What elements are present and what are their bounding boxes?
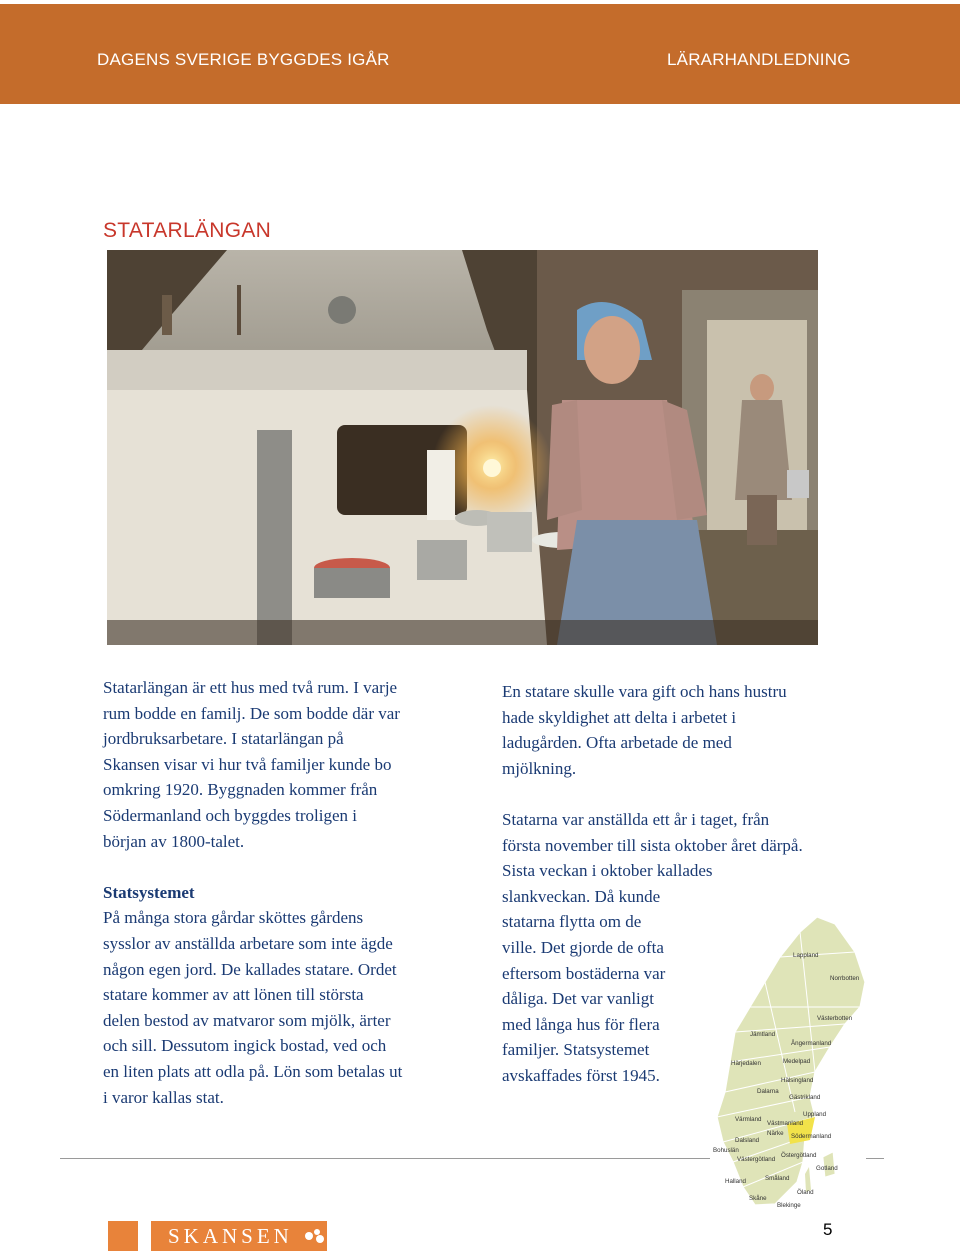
map-label: Bohuslän bbox=[713, 1147, 739, 1154]
map-label: Härjedalen bbox=[731, 1060, 761, 1067]
header-title-right: LÄRARHANDLEDNING bbox=[667, 50, 851, 69]
body-line: och sill. Dessutom ingick bostad, ved och bbox=[103, 1036, 387, 1056]
intro-line: Skansen visar vi hur två familjer kunde bo bbox=[103, 754, 392, 774]
body-line: ville. Det gjorde de ofta bbox=[502, 937, 664, 957]
body-line: statare kommer av att lönen till största bbox=[103, 985, 364, 1005]
map-label: Jämtland bbox=[750, 1031, 776, 1038]
map-label: Hälsingland bbox=[781, 1077, 814, 1084]
logo-mark-icon bbox=[303, 1226, 327, 1246]
map-label: Småland bbox=[765, 1175, 790, 1182]
map-label: Ångermanland bbox=[791, 1040, 832, 1047]
footer-square bbox=[108, 1221, 138, 1251]
body-line: i varor kallas stat. bbox=[103, 1087, 224, 1107]
body-line: sysslor av anställda arbetare som inte ägde bbox=[103, 933, 393, 953]
body-line: hade skyldighet att delta i arbetet i bbox=[502, 707, 737, 727]
map-label: Södermanland bbox=[791, 1133, 832, 1140]
map-label: Närke bbox=[767, 1130, 784, 1137]
intro-line: Statarlängan är ett hus med två rum. I varje bbox=[103, 678, 398, 697]
map-label: Östergötland bbox=[781, 1152, 817, 1159]
map-label: Dalsland bbox=[735, 1137, 760, 1144]
map-label: Skåne bbox=[749, 1195, 767, 1202]
header-bar bbox=[0, 4, 960, 104]
intro-line: början av 1800-talet. bbox=[103, 831, 245, 851]
body-line: Sista veckan i oktober kallades bbox=[502, 861, 713, 881]
divider bbox=[866, 1158, 884, 1159]
page-title: STATARLÄNGAN bbox=[103, 219, 272, 242]
body-line: ladugården. Ofta arbetade de med bbox=[502, 733, 732, 753]
skansen-logo-text: SKANSEN bbox=[168, 1223, 293, 1248]
body-line: dåliga. Det var vanligt bbox=[502, 989, 655, 1009]
body-line: På många stora gårdar sköttes gårdens bbox=[103, 908, 364, 928]
intro-line: Södermanland och byggdes troligen i bbox=[103, 805, 358, 825]
map-label: Värmland bbox=[735, 1116, 762, 1123]
map-label: Lappland bbox=[793, 952, 819, 959]
map-label: Västerbotten bbox=[817, 1015, 853, 1022]
body-line: med långa hus för flera bbox=[502, 1014, 660, 1034]
body-line: någon egen jord. De kallades statare. Ordet bbox=[103, 959, 397, 979]
divider bbox=[60, 1158, 710, 1159]
page-number: 5 bbox=[823, 1220, 833, 1239]
map-label: Gästrikland bbox=[789, 1094, 821, 1101]
body-line: en liten plats att odla på. Lön som betalas ut bbox=[103, 1061, 403, 1081]
body-line: En statare skulle vara gift och hans hustru bbox=[502, 682, 787, 701]
body-line: första november till sista oktober året därpå. bbox=[502, 835, 803, 855]
body-line: avskaffades först 1945. bbox=[502, 1065, 660, 1085]
skansen-logo bbox=[151, 1221, 327, 1251]
map-label: Blekinge bbox=[777, 1202, 801, 1209]
body-line: mjölkning. bbox=[502, 758, 577, 778]
intro-line: omkring 1920. Byggnaden kommer från bbox=[103, 780, 378, 800]
header-title-left: DAGENS SVERIGE BYGGDES IGÅR bbox=[97, 50, 390, 69]
map-label: Gotland bbox=[816, 1165, 838, 1172]
left-column bbox=[103, 675, 463, 1110]
body-line: eftersom bostäderna var bbox=[502, 963, 666, 983]
section-heading-statsystemet: Statsystemet bbox=[103, 882, 195, 902]
kitchen-photo bbox=[107, 250, 818, 645]
map-label: Halland bbox=[725, 1178, 746, 1185]
body-line: delen bestod av matvaror som mjölk, ärter bbox=[103, 1010, 391, 1030]
map-label: Öland bbox=[797, 1189, 814, 1196]
map-label: Medelpad bbox=[783, 1058, 811, 1065]
map-label: Norrbotten bbox=[830, 975, 860, 982]
body-line: slankveckan. Då kunde bbox=[502, 886, 661, 906]
sweden-map bbox=[705, 912, 877, 1212]
map-label: Uppland bbox=[803, 1111, 827, 1118]
body-line: Statarna var anställda ett år i taget, från bbox=[502, 809, 770, 829]
map-label: Dalarna bbox=[757, 1088, 779, 1095]
intro-line: jordbruksarbetare. I statarlängan på bbox=[103, 729, 344, 749]
map-label: Västmanland bbox=[767, 1120, 804, 1127]
body-line: familjer. Statsystemet bbox=[502, 1040, 650, 1060]
body-line: statarna flytta om de bbox=[502, 912, 642, 932]
map-label: Västergötland bbox=[737, 1156, 776, 1163]
intro-line: rum bodde en familj. De som bodde där var bbox=[103, 703, 400, 723]
